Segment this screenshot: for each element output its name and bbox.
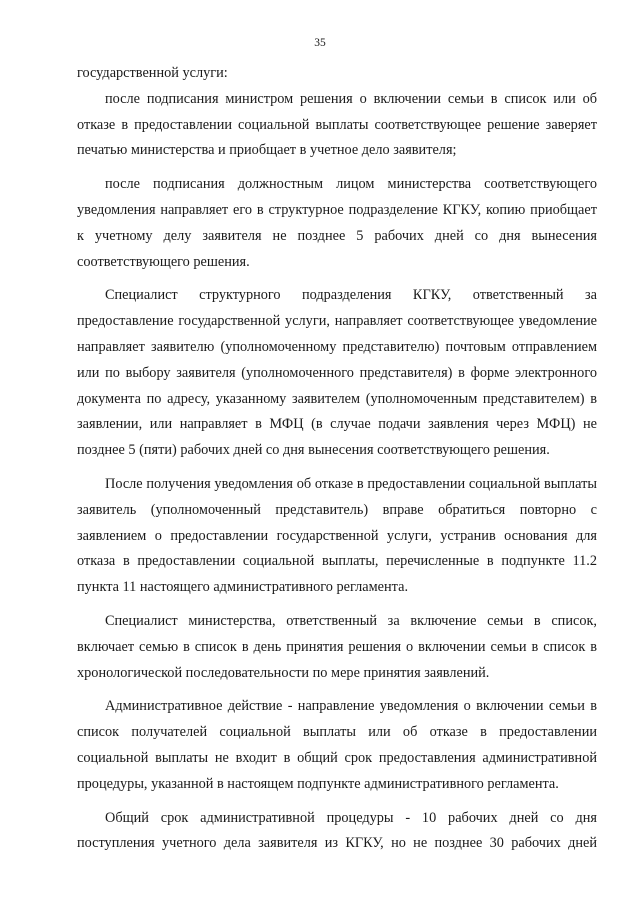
paragraph-kgku-specialist: Специалист структурного подразделения КГКУ, ответственный за предоставление государственной услуги, направляет соответствующее уведомление направляет заявителю (уполномоченному представителю) почтовым отправлением или по выбору заявителя (уполномоченного представителя) в форме электронного документа по адресу, указанному заявителем (уполномоченным представителем) в заявлении, или направляет в МФЦ (в случае подачи заявления через МФЦ) не позднее 5 (пяти) рабочих дней со дня вынесения соответствующего решения.: [77, 287, 597, 459]
document-body: [77, 61, 597, 857]
paragraph-signing-decision: после подписания министром решения о включении семьи в список или об отказе в предоставлении социальной выплаты соответствующее решение заверяет печатью министерства и приобщает в учетное дело заявителя;: [77, 90, 597, 159]
paragraph-total-term: Общий срок административной процедуры - 10 рабочих дней со дня поступления учетного дела заявителя из КГКУ, но не позднее 30 рабочих дней: [77, 809, 597, 852]
paragraph-signing-notification: после подписания должностным лицом министерства соответствующего уведомления направляет его в структурное подразделение КГКУ, копию приобщает к учетному делу заявителя не позднее 5 рабочих дней со дня вынесения соответствующего решения.: [77, 176, 597, 270]
paragraph-administrative-action: Административное действие - направление уведомления о включении семьи в список получателей социальной выплаты или об отказе в предоставлении социальной выплаты не входит в общий срок предоставления административной процедуры, указанной в настоящем подпункте административного регламента.: [77, 698, 597, 792]
paragraph-ministry-specialist: Специалист министерства, ответственный за включение семьи в список, включает семью в список в день принятия решения о включении семьи в список в хронологической последовательности по мере принятия заявлений.: [77, 612, 597, 681]
paragraph-refusal-reapply: После получения уведомления об отказе в предоставлении социальной выплаты заявитель (уполномоченный представитель) вправе обратиться повторно с заявлением о предоставлении государственной услуги, устранив основания для отказа в предоставлении социальной выплаты, перечисленные в подпункте 11.2 пункта 11 настоящего административного регламента.: [77, 475, 597, 596]
page-number: 35: [314, 37, 326, 49]
paragraph-continuation: государственной услуги:: [77, 65, 228, 81]
